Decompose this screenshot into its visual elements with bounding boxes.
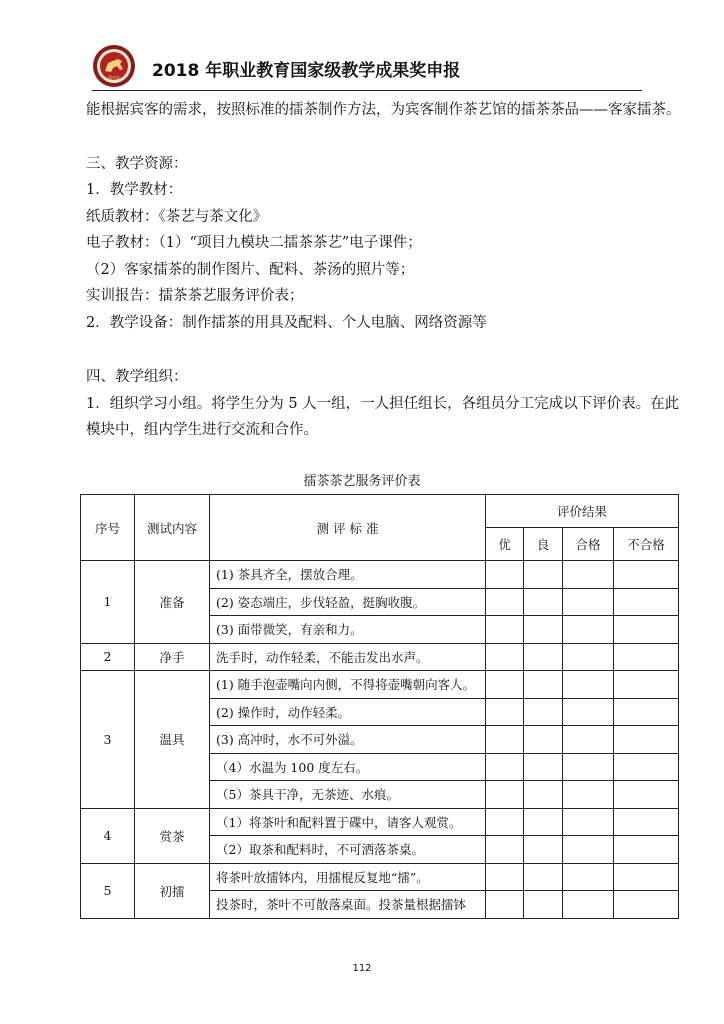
fail-cell (614, 616, 679, 644)
pass-cell (563, 561, 614, 589)
row-content: 净手 (135, 643, 210, 671)
row-criterion: (2) 姿态端庄，步伐轻盈，挺胸收腹。 (210, 588, 486, 616)
row-criterion: (1) 随手泡壶嘴向内侧，不得将壶嘴朝向客人。 (210, 671, 486, 699)
school-emblem-logo (92, 44, 136, 88)
row-index: 1 (81, 561, 135, 644)
header-fail: 不合格 (614, 528, 679, 561)
row-criterion: (1) 茶具齐全，摆放合理。 (210, 561, 486, 589)
table-header-row (81, 495, 679, 528)
paragraph: 模块中，组内学生进行交流和合作。 (86, 422, 318, 438)
table-row (81, 643, 679, 671)
good-cell (524, 561, 563, 589)
paragraph: 实训报告：擂茶茶艺服务评价表； (86, 288, 304, 304)
row-criterion: (3) 高冲时，水不可外溢。 (210, 726, 486, 754)
excellent-cell (486, 643, 524, 671)
table-caption: 擂茶茶艺服务评价表 (303, 474, 421, 489)
pass-cell (563, 891, 614, 919)
fail-cell (614, 781, 679, 809)
row-content: 温具 (135, 671, 210, 809)
row-content: 赏茶 (135, 808, 210, 863)
row-index: 3 (81, 671, 135, 809)
pass-cell (563, 863, 614, 891)
header-excellent: 优 (486, 528, 524, 561)
fail-cell (614, 836, 679, 864)
pass-cell (563, 781, 614, 809)
page-header (92, 44, 642, 90)
paragraph: 电子教材：（1）“项目九模块二擂茶茶艺”电子课件； (86, 235, 422, 251)
header-pass: 合格 (563, 528, 614, 561)
row-content: 初擂 (135, 863, 210, 918)
fail-cell (614, 671, 679, 699)
header-result: 评价结果 (486, 495, 679, 528)
document-header-title: 2018 年职业教育国家级教学成果奖申报 (152, 61, 461, 81)
excellent-cell (486, 753, 524, 781)
pass-cell (563, 836, 614, 864)
fail-cell (614, 588, 679, 616)
row-criterion: 投茶时，茶叶不可散落桌面。投茶量根据擂钵 (210, 891, 486, 919)
paragraph: 1．组织学习小组。将学生分为 5 人一组，一人担任组长，各组员分工完成以下评价表。在此 (86, 396, 680, 412)
header-divider (92, 90, 642, 91)
excellent-cell (486, 808, 524, 836)
fail-cell (614, 863, 679, 891)
table-row (81, 808, 679, 836)
good-cell (524, 863, 563, 891)
table-row (81, 671, 679, 699)
good-cell (524, 698, 563, 726)
paragraph: （2）客家擂茶的制作图片、配料、茶汤的照片等； (86, 262, 415, 278)
good-cell (524, 616, 563, 644)
header-content: 测试内容 (135, 495, 210, 561)
section-heading: 四、教学组织： (86, 369, 188, 385)
section-heading: 三、教学资源： (86, 156, 188, 172)
good-cell (524, 671, 563, 699)
pass-cell (563, 616, 614, 644)
row-criterion: 将茶叶放擂钵内，用擂棍反复地“擂”。 (210, 863, 486, 891)
pass-cell (563, 726, 614, 754)
good-cell (524, 781, 563, 809)
paragraph: 能根据宾客的需求，按照标准的擂茶制作方法，为宾客制作茶艺馆的擂茶茶品——客家擂茶。 (86, 102, 681, 118)
good-cell (524, 891, 563, 919)
header-index: 序号 (81, 495, 135, 561)
fail-cell (614, 698, 679, 726)
pass-cell (563, 643, 614, 671)
row-criterion: （4）水温为 100 度左右。 (210, 753, 486, 781)
excellent-cell (486, 891, 524, 919)
excellent-cell (486, 561, 524, 589)
paragraph: 纸质教材：《茶艺与茶文化》 (86, 209, 268, 225)
pass-cell (563, 753, 614, 781)
pass-cell (563, 808, 614, 836)
excellent-cell (486, 781, 524, 809)
pass-cell (563, 588, 614, 616)
excellent-cell (486, 726, 524, 754)
row-criterion: (2) 操作时，动作轻柔。 (210, 698, 486, 726)
good-cell (524, 753, 563, 781)
good-cell (524, 836, 563, 864)
header-good: 良 (524, 528, 563, 561)
pass-cell (563, 698, 614, 726)
fail-cell (614, 643, 679, 671)
header-standard: 测 评 标 准 (210, 495, 486, 561)
page-number: 112 (352, 963, 372, 974)
table-row (81, 863, 679, 891)
row-criterion: 洗手时，动作轻柔，不能击发出水声。 (210, 643, 486, 671)
excellent-cell (486, 698, 524, 726)
row-index: 4 (81, 808, 135, 863)
good-cell (524, 808, 563, 836)
row-criterion: （2）取茶和配料时，不可洒落茶桌。 (210, 836, 486, 864)
row-criterion: (3) 面带微笑，有亲和力。 (210, 616, 486, 644)
pass-cell (563, 671, 614, 699)
good-cell (524, 643, 563, 671)
excellent-cell (486, 863, 524, 891)
row-content: 准备 (135, 561, 210, 644)
fail-cell (614, 726, 679, 754)
good-cell (524, 588, 563, 616)
table-row (81, 561, 679, 589)
excellent-cell (486, 671, 524, 699)
fail-cell (614, 753, 679, 781)
row-criterion: （5）茶具干净，无茶迹、水痕。 (210, 781, 486, 809)
row-criterion: （1）将茶叶和配料置于碟中，请客人观赏。 (210, 808, 486, 836)
fail-cell (614, 561, 679, 589)
excellent-cell (486, 588, 524, 616)
row-index: 5 (81, 863, 135, 918)
excellent-cell (486, 616, 524, 644)
svg-text:國家級: 國家級 (108, 75, 120, 80)
paragraph: 2．教学设备：制作擂茶的用具及配料、个人电脑、网络资源等 (86, 315, 487, 331)
excellent-cell (486, 836, 524, 864)
fail-cell (614, 808, 679, 836)
good-cell (524, 726, 563, 754)
row-index: 2 (81, 643, 135, 671)
fail-cell (614, 891, 679, 919)
evaluation-table (80, 494, 679, 919)
paragraph: 1．教学教材： (86, 182, 183, 198)
